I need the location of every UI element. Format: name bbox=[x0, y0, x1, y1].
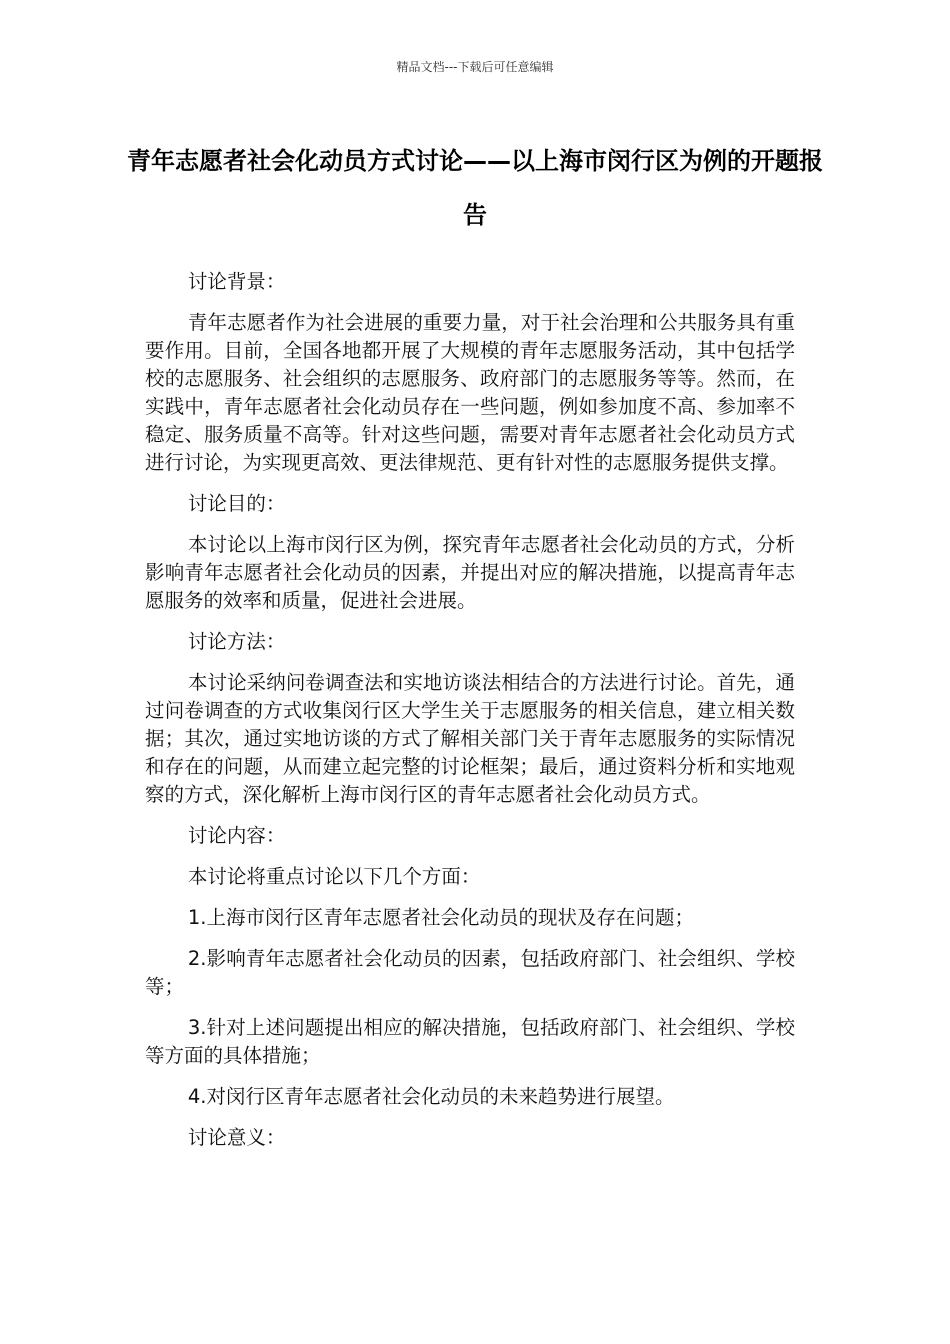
content-item-2: 2.影响青年志愿者社会化动员的因素，包括政府部门、社会组织、学校等； bbox=[145, 947, 795, 998]
content-intro: 本讨论将重点讨论以下几个方面： bbox=[187, 865, 481, 888]
document-body bbox=[145, 268, 795, 1165]
background-paragraph: 青年志愿者作为社会进展的重要力量，对于社会治理和公共服务具有重要作用。目前，全国各地都开展了大规模的青年志愿服务活动，其中包括学校的志愿服务、社会组织的志愿服务、政府部门的志愿服务等等。然而，在实践中，青年志愿者社会化动员存在一些问题，例如参加度不高、参加率不稳定、服务质量不高等。针对这些问题，需要对青年志愿者社会化动员方式进行讨论，为实现更高效、更法律规范、更有针对性的志愿服务提供支撑。 bbox=[145, 311, 795, 474]
content-item-1: 1.上海市闵行区青年志愿者社会化动员的现状及存在问题； bbox=[187, 906, 694, 929]
document-title: 青年志愿者社会化动员方式讨论——以上海市闵行区为例的开题报告 bbox=[127, 147, 823, 229]
content-heading: 讨论内容： bbox=[187, 824, 286, 847]
significance-heading: 讨论意义： bbox=[187, 1126, 286, 1149]
method-heading: 讨论方法： bbox=[187, 630, 286, 653]
header-note: 精品文档---下载后可任意编辑 bbox=[396, 60, 554, 74]
background-heading: 讨论背景： bbox=[187, 270, 286, 293]
purpose-heading: 讨论目的： bbox=[187, 492, 286, 515]
content-item-3: 3.针对上述问题提出相应的解决措施，包括政府部门、社会组织、学校等方面的具体措施； bbox=[145, 1016, 795, 1067]
method-paragraph: 本讨论采纳问卷调查法和实地访谈法相结合的方法进行讨论。首先，通过问卷调查的方式收集闵行区大学生关于志愿服务的相关信息，建立相关数据；其次，通过实地访谈的方式了解相关部门关于青年志愿服务的实际情况和存在的问题，从而建立起完整的讨论框架；最后，通过资料分析和实地观察的方式，深化解析上海市闵行区的青年志愿者社会化动员方式。 bbox=[145, 671, 795, 806]
purpose-paragraph: 本讨论以上海市闵行区为例，探究青年志愿者社会化动员的方式，分析影响青年志愿者社会化动员的因素，并提出对应的解决措施，以提高青年志愿服务的效率和质量，促进社会进展。 bbox=[145, 533, 795, 612]
content-item-4: 4.对闵行区青年志愿者社会化动员的未来趋势进行展望。 bbox=[187, 1085, 675, 1108]
